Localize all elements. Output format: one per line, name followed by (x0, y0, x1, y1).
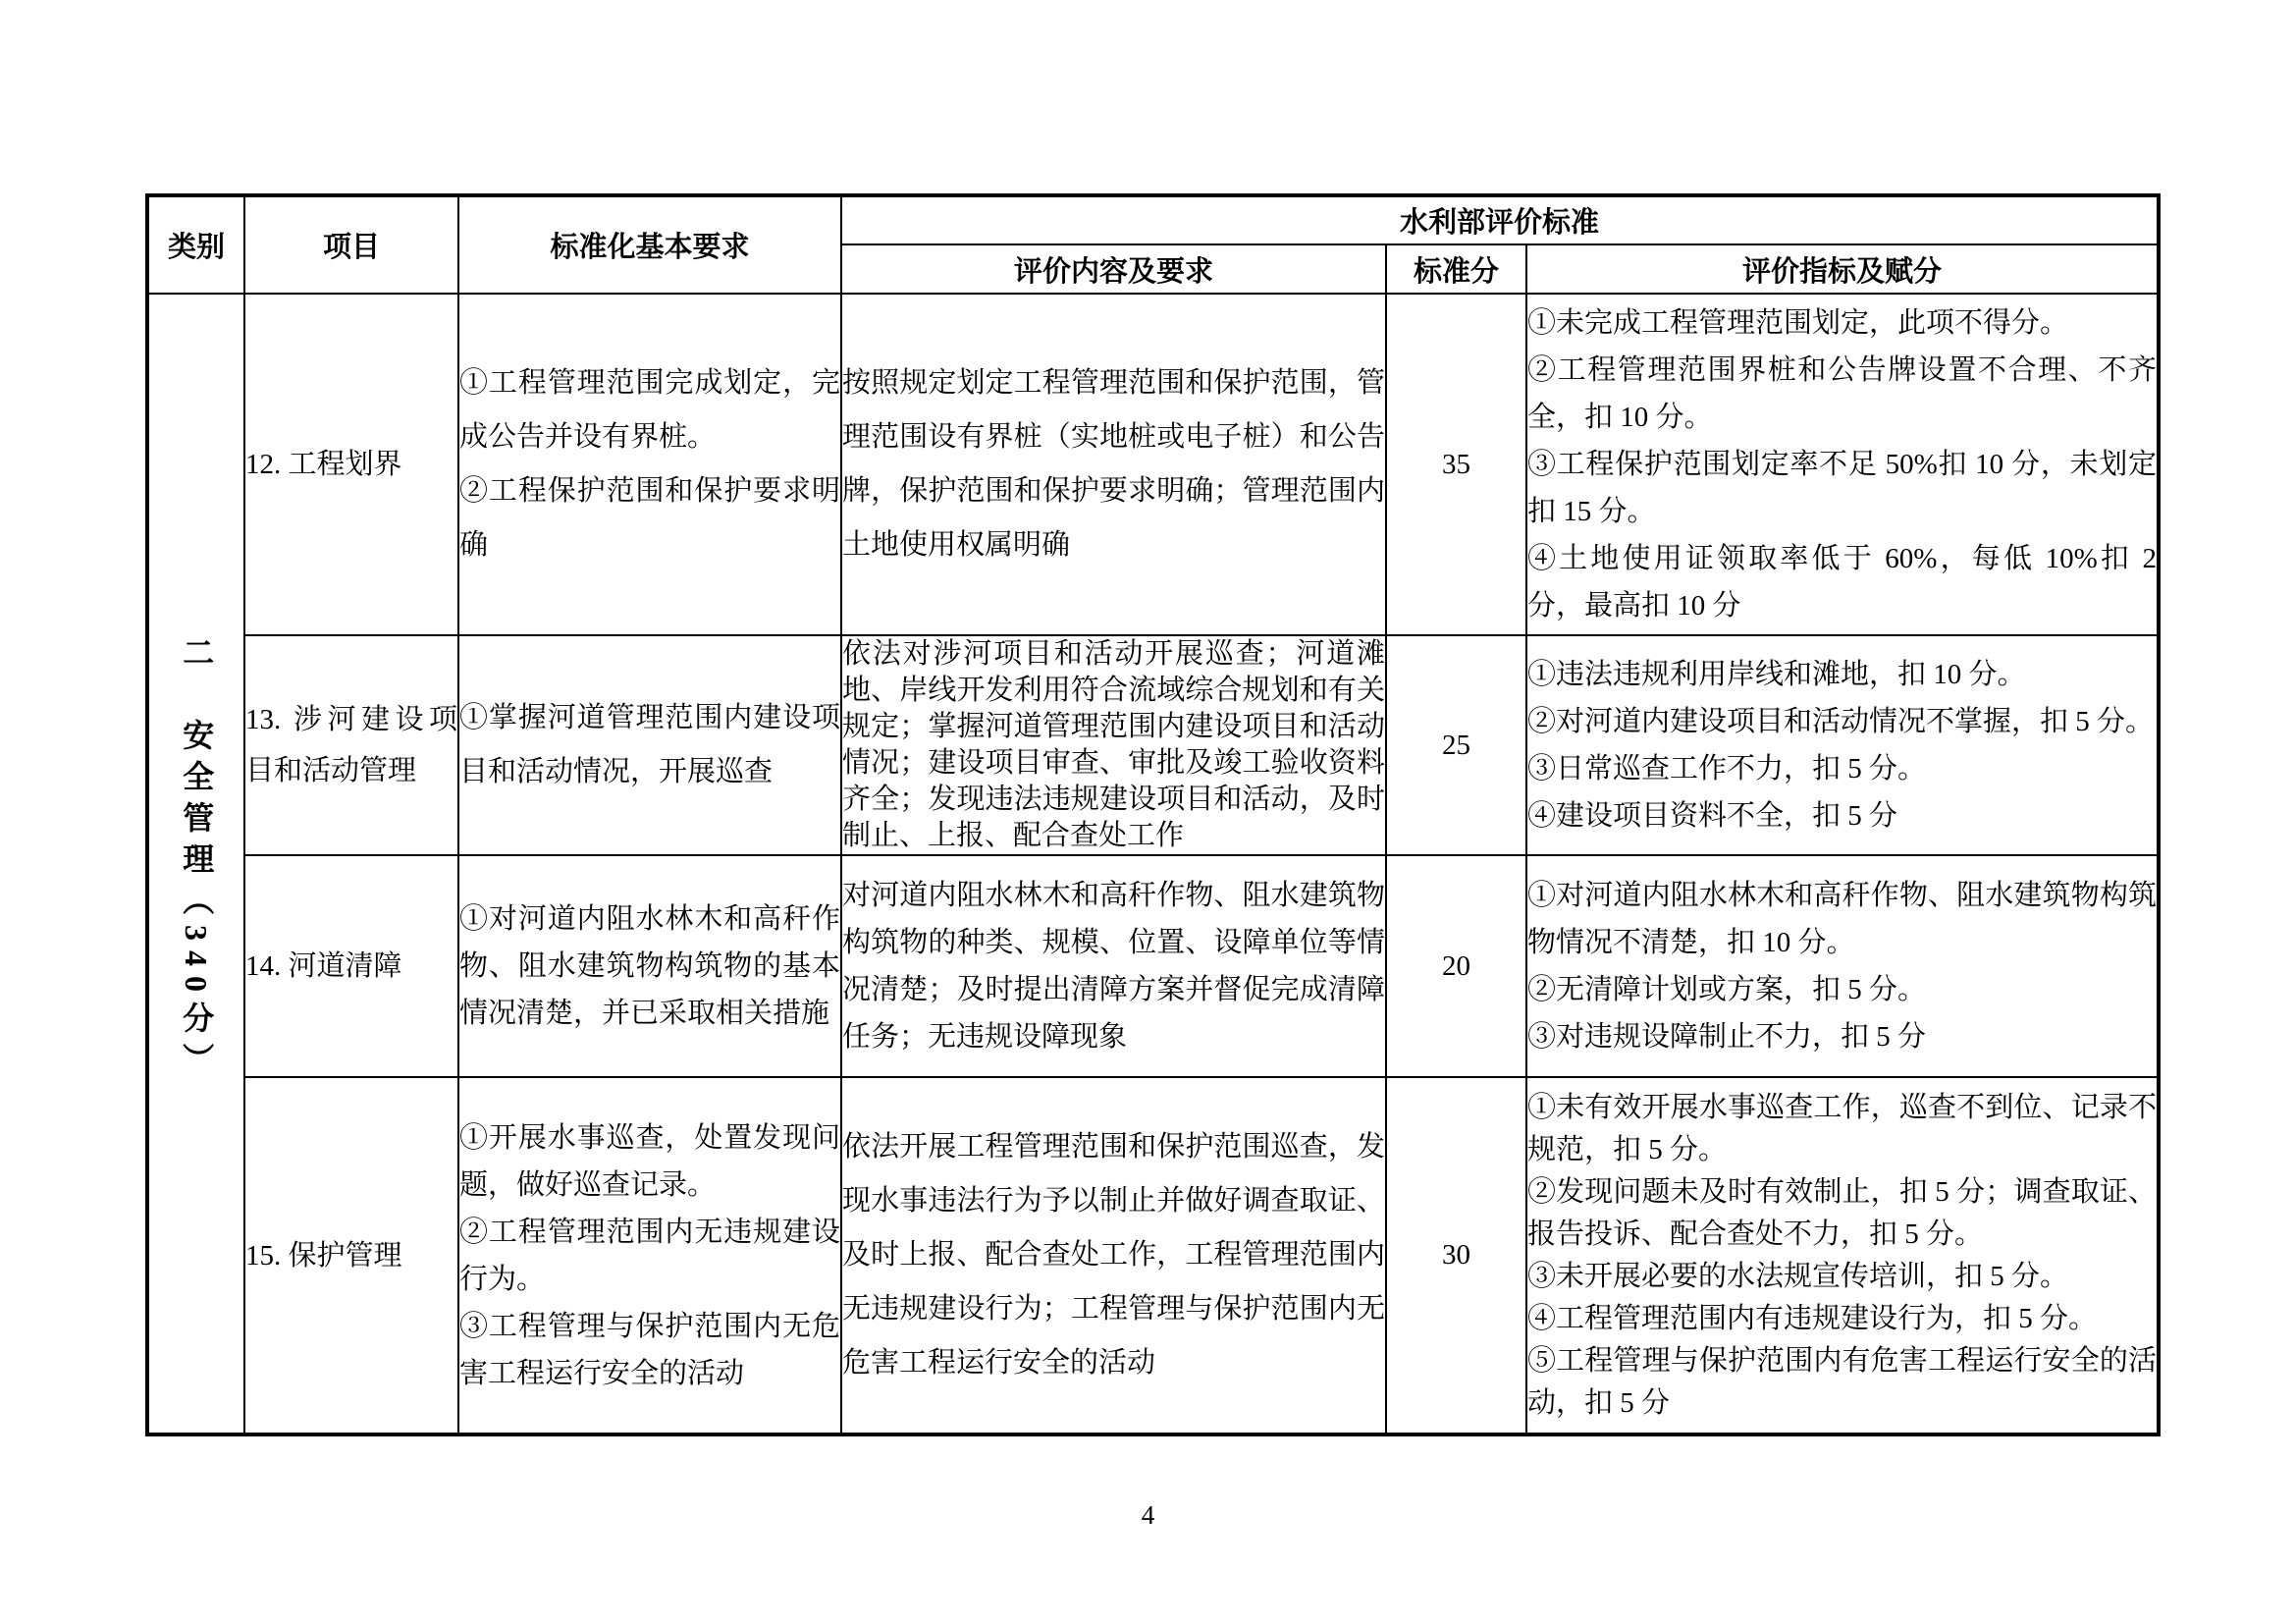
indicator-item: ②对河道内建设项目和活动情况不掌握，扣 5 分。 (1527, 706, 2155, 737)
indicators-cell-15 (1526, 1077, 2159, 1435)
standard-req-cell-12 (458, 294, 841, 635)
indicator-item: ③未开展必要的水法规宣传培训，扣 5 分。 (1527, 1260, 2069, 1292)
indicator-item: ②工程管理范围界桩和公告牌设置不合理、不齐全，扣 10 分。 (1527, 354, 2157, 433)
project-cell-14: 14. 河道清障 (244, 855, 458, 1077)
header-eval-indicators: 评价指标及赋分 (1526, 244, 2159, 294)
indicator-item: ③日常巡查工作不力，扣 5 分。 (1527, 753, 1927, 785)
table-row-15 (147, 1077, 2159, 1435)
project-cell-12: 12. 工程划界 (244, 294, 458, 635)
req-item: ②工程保护范围和保护要求明确 (459, 475, 840, 561)
table-row-12 (147, 294, 2159, 635)
header-category: 类别 (147, 195, 244, 294)
score-cell-14: 20 (1386, 855, 1526, 1077)
eval-content-cell-15 (841, 1077, 1386, 1435)
eval-content-cell-14 (841, 855, 1386, 1077)
indicator-item: ②发现问题未及时有效制止，扣 5 分；调查取证、报告投诉、配合查处不力，扣 5 分。 (1527, 1175, 2157, 1250)
eval-content-cell-13 (841, 635, 1386, 855)
evaluation-table (145, 193, 2161, 1436)
score-cell-15: 30 (1386, 1077, 1526, 1435)
score-cell-13: 25 (1386, 635, 1526, 855)
eval-content-text: 对河道内阻水林木和高秆作物、阻水建筑物构筑物的种类、规模、位置、设障单位等情况清楚；及时提出清障方案并督促完成清障任务；无违规设障现象 (842, 880, 1385, 1053)
indicator-item: ①对河道内阻水林木和高秆作物、阻水建筑物构筑物情况不清楚，扣 10 分。 (1527, 880, 2157, 958)
eval-content-text: 依法对涉河项目和活动开展巡查；河道滩地、岸线开发利用符合流域综合规划和有关规定；掌握河道管理范围内建设项目和活动情况；建设项目审查、审批及竣工验收资料齐全；发现违法违规建设项目和活动，及时制止、上报、配合查处工作 (842, 638, 1385, 851)
score-cell-12: 35 (1386, 294, 1526, 635)
standard-req-cell-13 (458, 635, 841, 855)
page-number: 4 (1141, 1500, 1155, 1530)
indicator-item: ①未完成工程管理范围划定，此项不得分。 (1527, 307, 2069, 339)
project-cell-15: 15. 保护管理 (244, 1077, 458, 1435)
project-cell-13: 13. 涉河建设项目和活动管理 (244, 635, 458, 855)
indicator-item: ④建设项目资料不全，扣 5 分 (1527, 800, 1898, 832)
header-standard-score: 标准分 (1386, 244, 1526, 294)
req-item: ②工程管理范围内无违规建设行为。 (459, 1216, 840, 1295)
category-vertical-label: 二 安全管理（340分） (179, 635, 215, 1084)
header-ministry-standard: 水利部评价标准 (841, 195, 2159, 244)
indicator-item: ③工程保护范围划定率不足 50%扣 10 分，未划定扣 15 分。 (1527, 449, 2157, 527)
eval-content-cell-12 (841, 294, 1386, 635)
indicator-item: ①未有效开展水事巡查工作，巡查不到位、记录不规范，扣 5 分。 (1527, 1091, 2157, 1165)
indicator-item: ③对违规设障制止不力，扣 5 分 (1527, 1021, 1927, 1053)
header-eval-content: 评价内容及要求 (841, 244, 1386, 294)
header-project: 项目 (244, 195, 458, 294)
header-standard-req: 标准化基本要求 (458, 195, 841, 294)
req-item: ①对河道内阻水林木和高秆作物、阻水建筑物构筑物的基本情况清楚，并已采取相关措施 (459, 903, 840, 1029)
indicator-item: ⑤工程管理与保护范围内有危害工程运行安全的活动，扣 5 分 (1527, 1344, 2157, 1419)
table-row-13 (147, 635, 2159, 855)
indicator-item: ④土地使用证领取率低于 60%，每低 10%扣 2 分，最高扣 10 分 (1527, 543, 2157, 622)
eval-content-text: 依法开展工程管理范围和保护范围巡查，发现水事违法行为予以制止并做好调查取证、及时上报、配合查处工作，工程管理范围内无违规建设行为；工程管理与保护范围内无危害工程运行安全的活动 (842, 1131, 1385, 1379)
indicators-cell-13 (1526, 635, 2159, 855)
req-item: ①掌握河道管理范围内建设项目和活动情况，开展巡查 (459, 702, 840, 787)
table-row-14 (147, 855, 2159, 1077)
eval-content-text: 按照规定划定工程管理范围和保护范围，管理范围设有界桩（实地桩或电子桩）和公告牌，保护范围和保护要求明确；管理范围内土地使用权属明确 (842, 367, 1385, 561)
indicators-cell-14 (1526, 855, 2159, 1077)
req-item: ①开展水事巡查，处置发现问题，做好巡查记录。 (459, 1121, 840, 1201)
req-item: ①工程管理范围完成划定，完成公告并设有界桩。 (459, 367, 840, 453)
req-item: ③工程管理与保护范围内无危害工程运行安全的活动 (459, 1310, 840, 1389)
indicator-item: ①违法违规利用岸线和滩地，扣 10 分。 (1527, 659, 2026, 690)
indicators-cell-12 (1526, 294, 2159, 635)
standard-req-cell-14 (458, 855, 841, 1077)
category-cell (147, 294, 244, 1435)
standard-req-cell-15 (458, 1077, 841, 1435)
indicator-item: ④工程管理范围内有违规建设行为，扣 5 分。 (1527, 1302, 2098, 1334)
indicator-item: ②无清障计划或方案，扣 5 分。 (1527, 974, 1927, 1005)
